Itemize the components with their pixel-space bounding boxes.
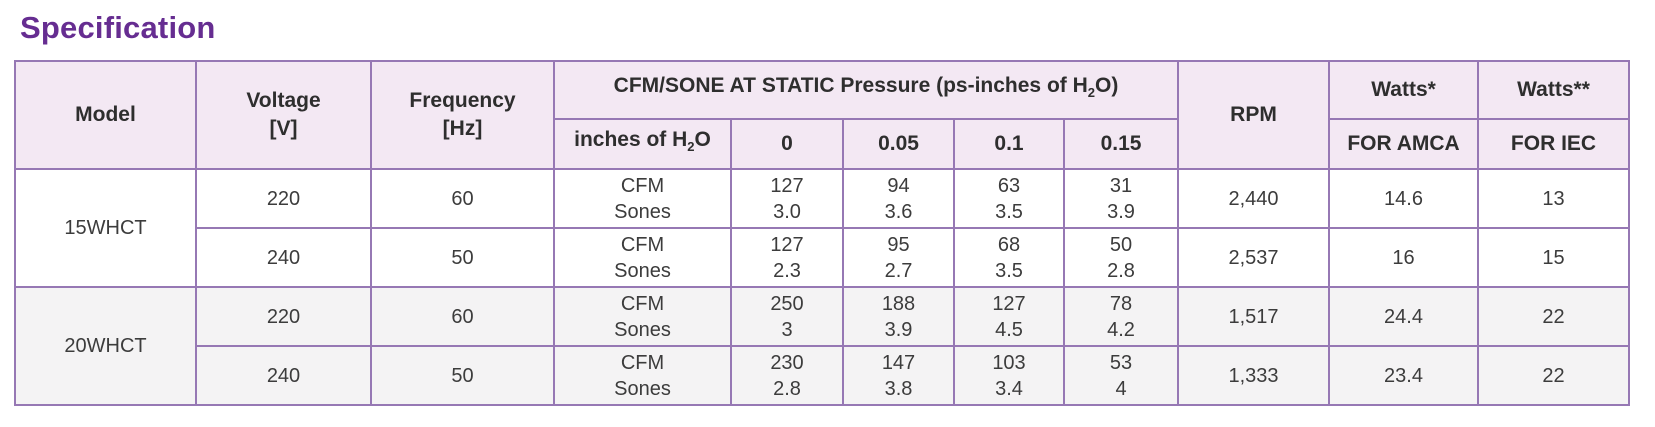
voltage-value: 240 [196,346,371,405]
header-pressure-0: 0 [731,119,843,169]
rpm-value: 1,333 [1178,346,1329,405]
value-cell: 147 3.8 [843,346,954,405]
table-row [15,169,1629,228]
watts-amca-value: 14.6 [1329,169,1478,228]
table-row [15,287,1629,346]
value-cell: 127 4.5 [954,287,1064,346]
voltage-value: 240 [196,228,371,287]
header-inches-of-h2o: inches of $H_2O$ [554,119,731,169]
value-cell: 68 3.5 [954,228,1064,287]
watts-amca-value: 16 [1329,228,1478,287]
watts-iec-value: 22 [1478,346,1629,405]
header-for-amca: FOR AMCA [1329,119,1478,169]
value-cell: 31 3.9 [1064,169,1178,228]
header-voltage-line1: Voltage [246,89,321,112]
value-cell: 127 2.3 [731,228,843,287]
header-pressure-group: CFM/SONE AT STATIC Pressure (ps-inches of $H_2O$) [554,61,1178,119]
header-watts-iec: Watts** [1478,61,1629,119]
frequency-value: 50 [371,346,554,405]
metric-label: CFM Sones [554,287,731,346]
value-cell: 250 3 [731,287,843,346]
header-pressure-005: 0.05 [843,119,954,169]
header-model: Model [15,61,196,169]
metric-label: CFM Sones [554,169,731,228]
frequency-value: 60 [371,287,554,346]
header-voltage-line2: [V] [269,117,298,140]
header-watts-amca: Watts* [1329,61,1478,119]
model-15whct: 15WHCT [15,169,196,287]
watts-iec-value: 15 [1478,228,1629,287]
subscript-2: 2 [687,139,695,155]
header-frequency-line2: [Hz] [442,117,483,140]
metric-label: CFM Sones [554,346,731,405]
value-cell: 63 3.5 [954,169,1064,228]
header-pressure-01: 0.1 [954,119,1064,169]
value-cell: 230 2.8 [731,346,843,405]
watts-iec-value: 22 [1478,287,1629,346]
frequency-value: 60 [371,169,554,228]
header-voltage [196,61,371,169]
metric-label: CFM Sones [554,228,731,287]
header-pressure-015: 0.15 [1064,119,1178,169]
value-cell: 50 2.8 [1064,228,1178,287]
rpm-value: 2,440 [1178,169,1329,228]
subscript-2: 2 [1087,85,1096,101]
frequency-value: 50 [371,228,554,287]
header-row-1 [15,61,1629,119]
voltage-value: 220 [196,287,371,346]
table-row [15,228,1629,287]
rpm-value: 1,517 [1178,287,1329,346]
specification-table [14,60,1630,406]
header-frequency [371,61,554,169]
watts-iec-value: 13 [1478,169,1629,228]
value-cell: 188 3.9 [843,287,954,346]
value-cell: 78 4.2 [1064,287,1178,346]
header-rpm: RPM [1178,61,1329,169]
header-frequency-line1: Frequency [409,89,516,112]
value-cell: 53 4 [1064,346,1178,405]
value-cell: 127 3.0 [731,169,843,228]
value-cell: 94 3.6 [843,169,954,228]
model-20whct: 20WHCT [15,287,196,405]
rpm-value: 2,537 [1178,228,1329,287]
watts-amca-value: 24.4 [1329,287,1478,346]
header-for-iec: FOR IEC [1478,119,1629,169]
value-cell: 103 3.4 [954,346,1064,405]
value-cell: 95 2.7 [843,228,954,287]
table-row [15,346,1629,405]
voltage-value: 220 [196,169,371,228]
watts-amca-value: 23.4 [1329,346,1478,405]
page-title: Specification [20,10,216,45]
